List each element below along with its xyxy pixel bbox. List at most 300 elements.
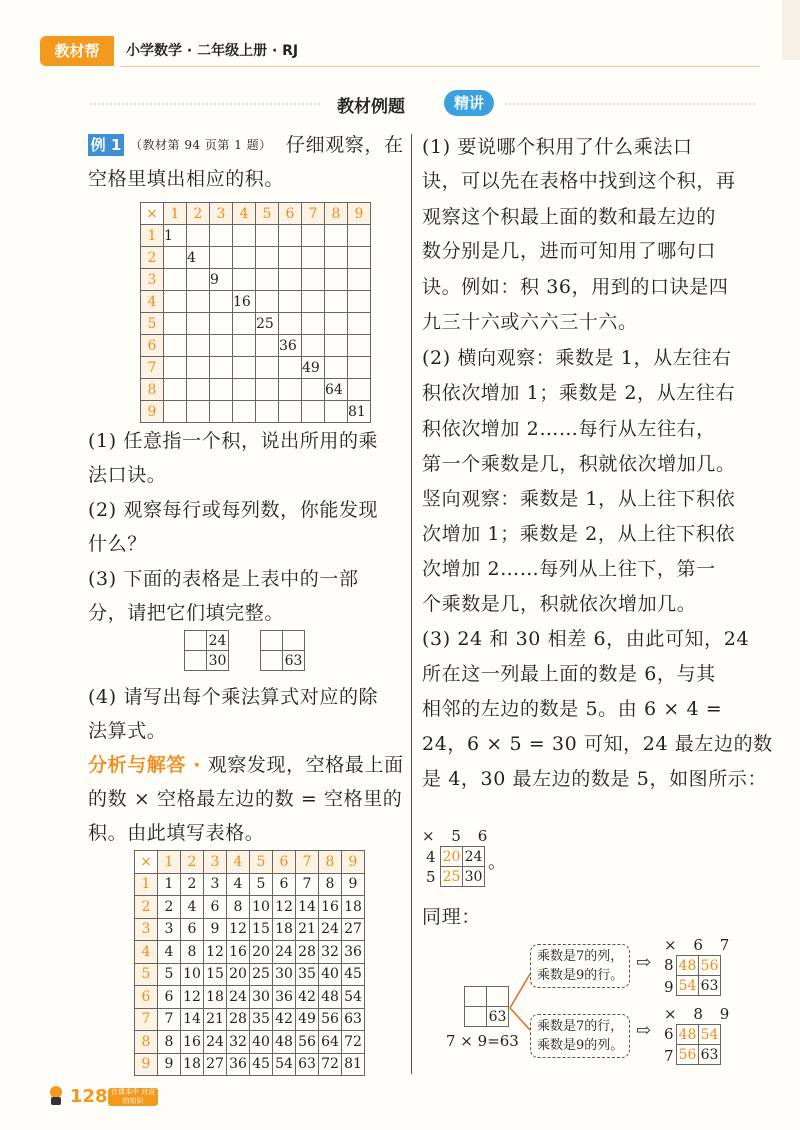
grid-cell: 48	[319, 986, 342, 1009]
grid-cell: 20	[441, 847, 463, 867]
row-header: 4	[135, 941, 158, 964]
row-header: 3	[135, 918, 158, 941]
grid-cell: 18	[342, 896, 365, 919]
grid-cell	[279, 379, 302, 401]
grid-cell: 8	[319, 873, 342, 896]
grid-cell: 15	[204, 963, 227, 986]
grid-cell: 20	[227, 963, 250, 986]
grid-cell	[348, 335, 371, 357]
grid-cell: 36	[273, 986, 296, 1009]
partial-grid-b	[260, 630, 305, 671]
grid-cell: 8	[158, 1031, 181, 1054]
grid-cell	[325, 401, 348, 423]
grid-cell	[256, 357, 279, 379]
fig1-top: ×	[422, 827, 441, 845]
grid-cell: 7	[296, 873, 319, 896]
grid-cell	[256, 335, 279, 357]
fig3-grid	[676, 1024, 721, 1065]
grid-cell	[187, 291, 210, 313]
grid-cell: 24	[227, 986, 250, 1009]
grid-cell	[210, 401, 233, 423]
grid-cell: 24	[319, 918, 342, 941]
example-badge: 例 1	[88, 134, 124, 156]
grid-cell	[302, 291, 325, 313]
grid-cell: 6	[204, 896, 227, 919]
grid-cell	[256, 291, 279, 313]
grid-cell: 49	[302, 357, 325, 379]
grid-cell: 12	[204, 941, 227, 964]
grid-cell: 2	[181, 873, 204, 896]
grid-cell	[187, 357, 210, 379]
fig2-header	[664, 936, 735, 954]
grid-cell	[325, 247, 348, 269]
question-2-line1: (2) 观察每行或每列数，你能发现	[88, 499, 379, 521]
grid-cell	[279, 225, 302, 247]
callout-row-column	[530, 1014, 630, 1058]
grid-cell: 54	[699, 1025, 721, 1045]
row-header: 7	[135, 1008, 158, 1031]
grid-cell	[210, 357, 233, 379]
fig3-row-label: 7	[664, 1047, 674, 1065]
arrow-right-icon: ⇨	[636, 1020, 652, 1041]
grid-cell: 6	[158, 986, 181, 1009]
grid-cell	[164, 291, 187, 313]
grid-cell: 4	[158, 941, 181, 964]
fig1-top: 6	[477, 827, 494, 845]
grid-cell: 12	[273, 896, 296, 919]
blank-equation: 7 × 9=63	[446, 1032, 519, 1050]
explanation-line: 相邻的左边的数是 5。由 6 × 4 =	[422, 698, 723, 720]
grid-cell: 25	[256, 313, 279, 335]
fig1-end: 。	[488, 852, 506, 873]
grid-cell	[348, 247, 371, 269]
grid-cell: 42	[273, 1008, 296, 1031]
grid-cell	[187, 379, 210, 401]
column-header: 2	[187, 203, 210, 225]
explanation-line: 积依次增加 2……每行从左往右，	[422, 418, 716, 440]
question-1-line2: 法口诀。	[88, 464, 167, 486]
grid-cell: 12	[227, 918, 250, 941]
grid-cell: 18	[273, 918, 296, 941]
grid-cell	[348, 313, 371, 335]
column-header: 3	[204, 851, 227, 874]
fig2-row-label: 8	[664, 956, 674, 974]
grid-cell	[348, 269, 371, 291]
grid-cell	[325, 335, 348, 357]
grid-cell	[256, 247, 279, 269]
same-reason-label: 同理：	[422, 906, 481, 928]
grid-cell	[279, 357, 302, 379]
explanation-line: 第一个乘数是几，积就依次增加几。	[422, 453, 736, 475]
grid-cell: 24	[207, 631, 229, 651]
fig3-top: ×	[664, 1005, 683, 1023]
explanation-line: 诀。例如：积 36，用到的口诀是四	[422, 276, 729, 298]
example-intro-line2: 空格里填出相应的积。	[88, 168, 285, 190]
grid-cell	[210, 313, 233, 335]
column-divider	[411, 134, 412, 1074]
grid-cell: 4	[187, 247, 210, 269]
grid-cell	[210, 335, 233, 357]
column-header: 5	[250, 851, 273, 874]
grid-cell: 9	[210, 269, 233, 291]
grid-cell: 28	[296, 941, 319, 964]
fig3-top: 9	[719, 1005, 736, 1023]
grid-cell	[233, 335, 256, 357]
analysis-text: 观察发现，空格最上面	[201, 754, 404, 776]
analysis-label: 分析与解答 ·	[88, 754, 202, 776]
question-2-line2: 什么？	[88, 533, 147, 555]
grid-cell: 54	[677, 976, 699, 996]
explanation-line: 是 4，30 最左边的数是 5，如图所示：	[422, 768, 768, 790]
grid-cell: 5	[250, 873, 273, 896]
blank-grid	[464, 986, 509, 1027]
grid-cell	[233, 247, 256, 269]
grid-cell	[233, 313, 256, 335]
analysis-line2: 的数 × 空格最左边的数 = 空格里的	[88, 788, 403, 810]
grid-cell	[187, 225, 210, 247]
grid-cell: 16	[227, 941, 250, 964]
grid-cell	[187, 335, 210, 357]
header-divider	[120, 66, 760, 67]
grid-cell: 9	[204, 918, 227, 941]
grid-cell	[233, 379, 256, 401]
grid-cell: 63	[699, 1045, 721, 1065]
corner-cell: ×	[135, 851, 158, 874]
grid-cell	[233, 401, 256, 423]
grid-cell: 56	[677, 1045, 699, 1065]
row-header: 9	[141, 401, 164, 423]
grid-cell	[279, 401, 302, 423]
example-intro-line1: 仔细观察，在	[286, 134, 404, 156]
column-header: 9	[342, 851, 365, 874]
explanation-line: 观察这个积最上面的数和最左边的	[422, 206, 717, 228]
grid-cell	[233, 225, 256, 247]
grid-cell: 48	[677, 1025, 699, 1045]
grid-cell	[233, 269, 256, 291]
explanation-line: 次增加 1；乘数是 2，从上往下积依	[422, 523, 736, 545]
grid-cell	[164, 335, 187, 357]
grid-cell	[279, 269, 302, 291]
grid-cell	[210, 247, 233, 269]
grid-cell: 30	[273, 963, 296, 986]
analysis-line3: 积。由此填写表格。	[88, 822, 265, 844]
column-header: 6	[279, 203, 302, 225]
explanation-line: 24，6 × 5 = 30 可知，24 最左边的数	[422, 733, 773, 755]
callout-line: 乘数是9的行。	[537, 968, 624, 983]
multiplication-table-blank	[140, 202, 371, 423]
grid-cell: 9	[158, 1053, 181, 1076]
grid-cell	[348, 357, 371, 379]
grid-cell: 32	[319, 941, 342, 964]
grid-cell	[302, 401, 325, 423]
grid-cell	[210, 225, 233, 247]
arrow-right-icon: ⇨	[636, 952, 652, 973]
row-header: 6	[135, 986, 158, 1009]
column-header: 6	[273, 851, 296, 874]
question-3-line1: (3) 下面的表格是上表中的一部	[88, 568, 359, 590]
grid-cell: 30	[250, 986, 273, 1009]
grid-cell: 5	[158, 963, 181, 986]
grid-cell: 30	[463, 867, 485, 887]
grid-cell	[348, 291, 371, 313]
grid-cell	[279, 247, 302, 269]
mascot-icon	[46, 1084, 66, 1106]
row-header: 1	[141, 225, 164, 247]
explanation-line: 数分别是几，进而可知用了哪句口	[422, 240, 717, 262]
grid-cell	[187, 313, 210, 335]
grid-cell: 1	[158, 873, 181, 896]
grid-cell: 24	[463, 847, 485, 867]
grid-cell: 27	[204, 1053, 227, 1076]
fig1-header	[422, 827, 493, 845]
row-header: 5	[141, 313, 164, 335]
grid-cell: 14	[296, 896, 319, 919]
grid-cell: 18	[204, 986, 227, 1009]
grid-cell: 28	[227, 1008, 250, 1031]
column-header: 8	[319, 851, 342, 874]
explanation-line: 诀，可以先在表格中找到这个积，再	[422, 170, 736, 192]
example-reference: （教材第 94 页第 1 题）	[130, 138, 272, 152]
column-header: 9	[348, 203, 371, 225]
grid-cell: 72	[342, 1031, 365, 1054]
callout-line: 乘数是7的行，	[537, 1019, 624, 1034]
grid-cell	[164, 357, 187, 379]
grid-cell: 8	[181, 941, 204, 964]
grid-cell: 21	[296, 918, 319, 941]
grid-cell	[279, 313, 302, 335]
grid-cell: 40	[250, 1031, 273, 1054]
explanation-line: (1) 要说哪个积用了什么乘法口	[422, 136, 693, 158]
grid-cell: 16	[233, 291, 256, 313]
grid-cell	[325, 291, 348, 313]
column-header: 4	[233, 203, 256, 225]
callout-line: 乘数是7的列，	[537, 949, 624, 964]
grid-cell: 6	[181, 918, 204, 941]
grid-cell: 42	[296, 986, 319, 1009]
grid-cell	[302, 269, 325, 291]
grid-cell: 7	[158, 1008, 181, 1031]
grid-cell: 8	[227, 896, 250, 919]
footer-tag: 在课本中 对应的知识	[108, 1088, 158, 1106]
fig3-row-label: 6	[664, 1025, 674, 1043]
column-header: 7	[302, 203, 325, 225]
row-header: 5	[135, 963, 158, 986]
row-header: 3	[141, 269, 164, 291]
grid-cell: 15	[250, 918, 273, 941]
fig2-grid	[676, 955, 721, 996]
grid-cell: 48	[273, 1031, 296, 1054]
grid-cell	[302, 313, 325, 335]
grid-cell: 24	[204, 1031, 227, 1054]
grid-cell: 63	[699, 976, 721, 996]
grid-cell: 4	[181, 896, 204, 919]
grid-cell: 40	[319, 963, 342, 986]
fig1-top: 5	[451, 827, 467, 845]
grid-cell	[164, 379, 187, 401]
section-title: 教材例题	[337, 97, 405, 117]
fig2-row-label: 9	[664, 978, 674, 996]
grid-cell: 32	[227, 1031, 250, 1054]
grid-cell	[233, 357, 256, 379]
grid-cell	[279, 291, 302, 313]
partial-grid-a	[184, 630, 229, 671]
fig2-top: 6	[693, 936, 709, 954]
grid-cell	[256, 379, 279, 401]
grid-cell: 3	[204, 873, 227, 896]
explanation-line: (3) 24 和 30 相差 6，由此可知，24	[422, 628, 750, 650]
grid-cell: 56	[319, 1008, 342, 1031]
grid-cell: 63	[283, 651, 305, 671]
fig2-top: ×	[664, 936, 683, 954]
grid-cell: 24	[273, 941, 296, 964]
row-header: 6	[141, 335, 164, 357]
grid-cell: 63	[487, 1007, 509, 1027]
corner-cell: ×	[141, 203, 164, 225]
grid-cell: 64	[319, 1031, 342, 1054]
grid-cell: 48	[677, 956, 699, 976]
grid-cell: 21	[204, 1008, 227, 1031]
grid-cell: 25	[250, 963, 273, 986]
grid-cell	[302, 225, 325, 247]
brand-badge: 教材帮	[40, 36, 114, 66]
grid-cell: 45	[342, 963, 365, 986]
row-header: 9	[135, 1053, 158, 1076]
grid-cell: 18	[181, 1053, 204, 1076]
grid-cell	[210, 291, 233, 313]
explanation-line: (2) 横向观察：乘数是 1，从左往右	[422, 347, 732, 369]
fig1-row-label: 5	[426, 868, 436, 886]
grid-cell: 1	[164, 225, 187, 247]
grid-cell: 36	[227, 1053, 250, 1076]
dotted-rule-right	[505, 103, 755, 105]
grid-cell: 54	[273, 1053, 296, 1076]
grid-cell: 14	[181, 1008, 204, 1031]
grid-cell	[325, 357, 348, 379]
explanation-line: 竖向观察：乘数是 1，从上往下积依	[422, 488, 736, 510]
grid-cell: 20	[250, 941, 273, 964]
page-number: 128	[70, 1086, 108, 1107]
grid-cell: 4	[227, 873, 250, 896]
grid-cell: 56	[296, 1031, 319, 1054]
grid-cell: 2	[158, 896, 181, 919]
explanation-line: 个乘数是几，积就依次增加几。	[422, 593, 697, 615]
question-3-line2: 分，请把它们填完整。	[88, 602, 285, 624]
grid-cell	[325, 225, 348, 247]
grid-cell	[256, 225, 279, 247]
grid-cell	[164, 313, 187, 335]
grid-cell: 12	[181, 986, 204, 1009]
fig2-top: 7	[719, 936, 736, 954]
grid-cell	[302, 335, 325, 357]
grid-cell: 27	[342, 918, 365, 941]
grid-cell: 30	[207, 651, 229, 671]
grid-cell: 9	[342, 873, 365, 896]
grid-cell	[210, 379, 233, 401]
grid-cell: 72	[319, 1053, 342, 1076]
row-header: 1	[135, 873, 158, 896]
explanation-line: 积依次增加 1；乘数是 2，从左往右	[422, 382, 736, 404]
row-header: 7	[141, 357, 164, 379]
multiplication-table-filled	[134, 850, 365, 1076]
explanation-line: 九三十六或六六三十六。	[422, 311, 638, 333]
grid-cell	[164, 401, 187, 423]
grid-cell: 10	[181, 963, 204, 986]
analysis-line1	[88, 752, 404, 778]
column-header: 7	[296, 851, 319, 874]
column-header: 5	[256, 203, 279, 225]
grid-cell	[187, 269, 210, 291]
fig3-top: 8	[693, 1005, 709, 1023]
row-header: 8	[141, 379, 164, 401]
callout-column-row	[530, 944, 630, 988]
grid-cell: 54	[342, 986, 365, 1009]
explanation-line: 次增加 2……每列从上往下，第一	[422, 558, 716, 580]
callout-line: 乘数是9的列。	[537, 1038, 624, 1053]
fig3-header	[664, 1005, 735, 1023]
column-header: 8	[325, 203, 348, 225]
grid-cell: 81	[342, 1053, 365, 1076]
grid-cell: 36	[279, 335, 302, 357]
grid-cell	[164, 269, 187, 291]
row-header: 8	[135, 1031, 158, 1054]
column-header: 4	[227, 851, 250, 874]
grid-cell	[164, 247, 187, 269]
row-header: 2	[141, 247, 164, 269]
grid-cell: 3	[158, 918, 181, 941]
grid-cell	[325, 269, 348, 291]
grid-cell: 64	[325, 379, 348, 401]
grid-cell: 35	[296, 963, 319, 986]
page-edge	[782, 0, 800, 60]
grid-cell: 16	[181, 1031, 204, 1054]
row-header: 4	[141, 291, 164, 313]
question-4-line1: (4) 请写出每个乘法算式对应的除	[88, 686, 379, 708]
section-badge: 精讲	[444, 90, 494, 116]
row-header: 2	[135, 896, 158, 919]
grid-cell	[348, 379, 371, 401]
grid-cell: 81	[348, 401, 371, 423]
grid-cell	[187, 401, 210, 423]
grid-cell	[256, 401, 279, 423]
explanation-line: 所在这一列最上面的数是 6，与其	[422, 663, 716, 685]
dotted-rule-left	[90, 103, 320, 105]
grid-cell: 63	[296, 1053, 319, 1076]
grid-cell	[348, 225, 371, 247]
fig1-grid	[440, 846, 485, 887]
grid-cell: 56	[699, 956, 721, 976]
grid-cell: 45	[250, 1053, 273, 1076]
fig1-row-label: 4	[426, 848, 436, 866]
question-1-line1: (1) 任意指一个积，说出所用的乘	[88, 430, 379, 452]
grid-cell: 63	[342, 1008, 365, 1031]
grid-cell: 6	[273, 873, 296, 896]
grid-cell	[256, 269, 279, 291]
grid-cell: 36	[342, 941, 365, 964]
grid-cell	[302, 247, 325, 269]
grid-cell: 49	[296, 1008, 319, 1031]
grid-cell: 16	[319, 896, 342, 919]
column-header: 1	[164, 203, 187, 225]
column-header: 3	[210, 203, 233, 225]
grid-cell: 25	[441, 867, 463, 887]
column-header: 2	[181, 851, 204, 874]
grid-cell: 10	[250, 896, 273, 919]
book-title: 小学数学 · 二年级上册 · RJ	[126, 43, 299, 59]
question-4-line2: 法算式。	[88, 720, 167, 742]
grid-cell	[325, 313, 348, 335]
grid-cell: 35	[250, 1008, 273, 1031]
column-header: 1	[158, 851, 181, 874]
